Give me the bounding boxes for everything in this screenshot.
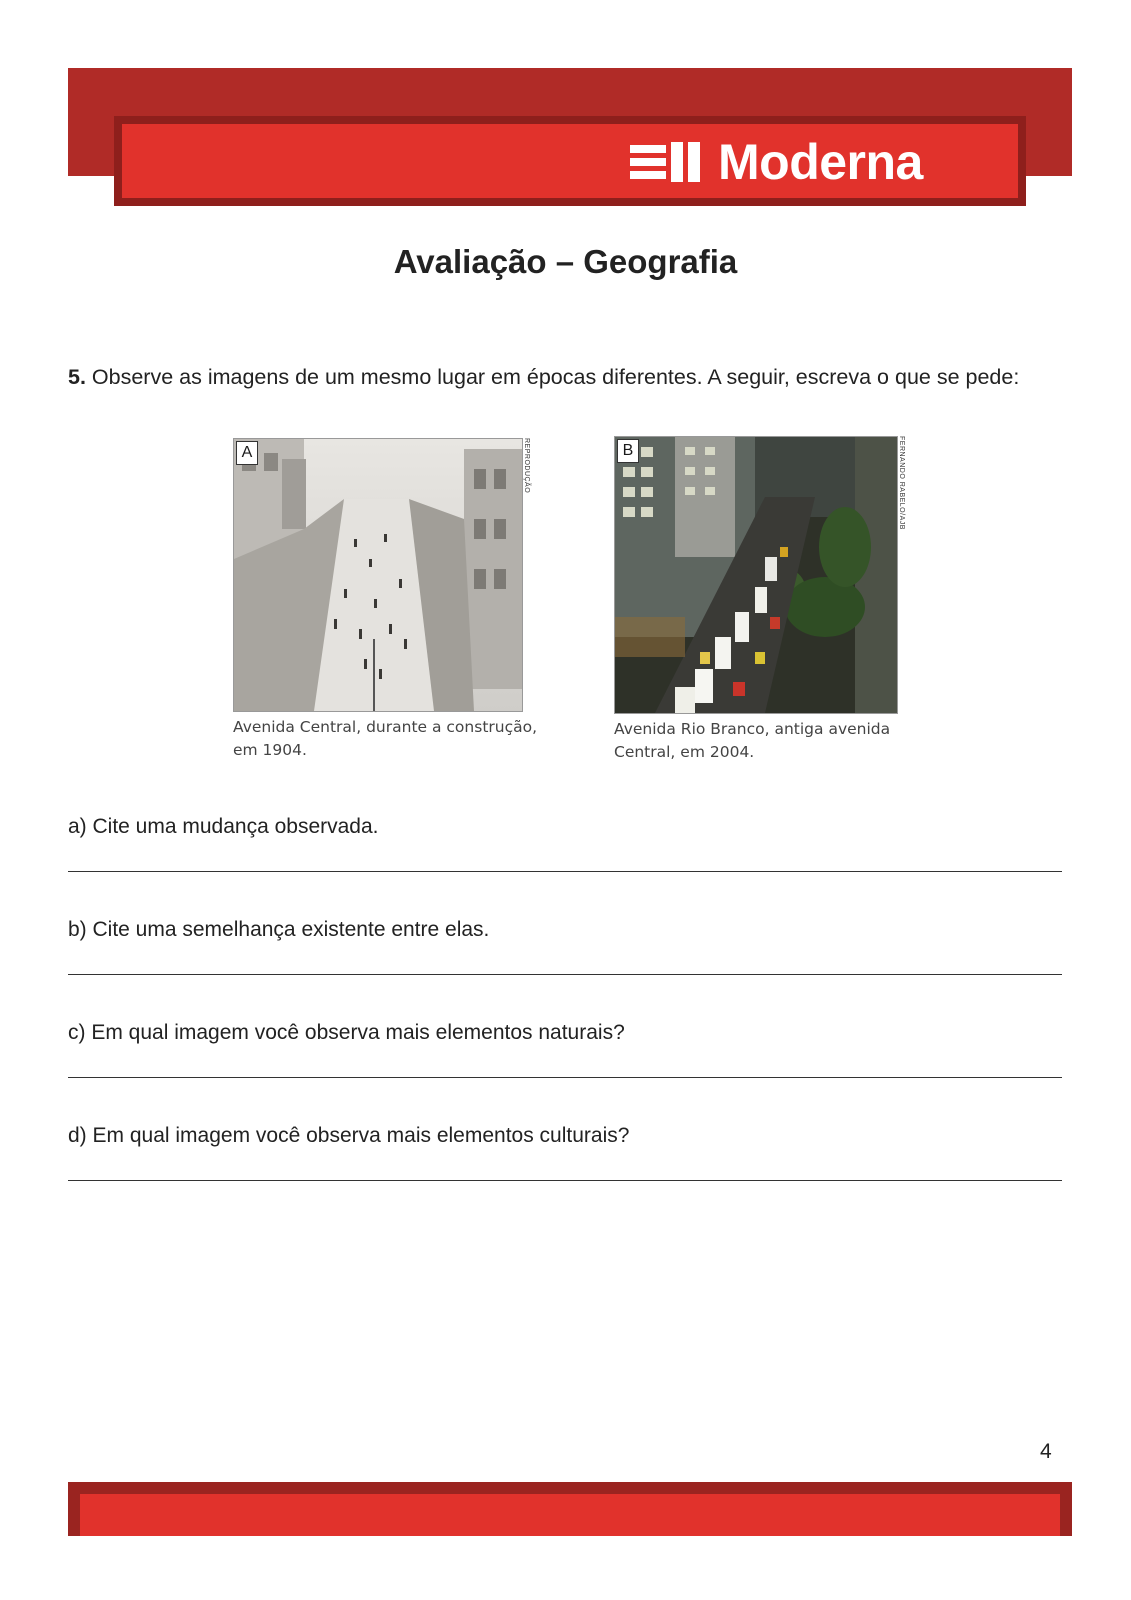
answer-line-d[interactable] <box>68 1180 1062 1181</box>
answer-line-a[interactable] <box>68 871 1062 872</box>
caption-b: Avenida Rio Branco, antiga avenida Central, em 2004. <box>614 720 891 761</box>
answer-line-c[interactable] <box>68 1077 1062 1078</box>
brand-logo <box>630 134 923 190</box>
question-number: 5. <box>68 365 86 389</box>
credit-a: REPRODUÇÃO <box>523 438 530 494</box>
question-5 <box>68 365 1078 390</box>
photo-avenida-central-1904 <box>233 438 523 712</box>
figure-label-a: A <box>236 441 258 465</box>
figure-label-b: B <box>617 439 639 463</box>
answer-line-b[interactable] <box>68 974 1062 975</box>
item-d: d) Em qual imagem você observa mais elementos culturais? <box>68 1124 630 1147</box>
page-title: Avaliação – Geografia <box>393 243 738 280</box>
caption-a: Avenida Central, durante a construção, em 1904. <box>233 718 538 759</box>
item-b: b) Cite uma semelhança existente entre elas. <box>68 918 490 941</box>
moderna-logo-icon <box>630 142 700 182</box>
question-text: Observe as imagens de um mesmo lugar em épocas diferentes. A seguir, escreva o que se pede: <box>91 365 1020 389</box>
item-c: c) Em qual imagem você observa mais elementos naturais? <box>68 1021 625 1044</box>
credit-b: FERNANDO RABELO/AJB <box>898 436 905 530</box>
page-number: 4 <box>1040 1440 1052 1463</box>
footer-inner-banner <box>80 1494 1060 1536</box>
item-a: a) Cite uma mudança observada. <box>68 815 379 838</box>
brand-name: Moderna <box>718 134 923 190</box>
photo-avenida-rio-branco-2004 <box>614 436 898 714</box>
